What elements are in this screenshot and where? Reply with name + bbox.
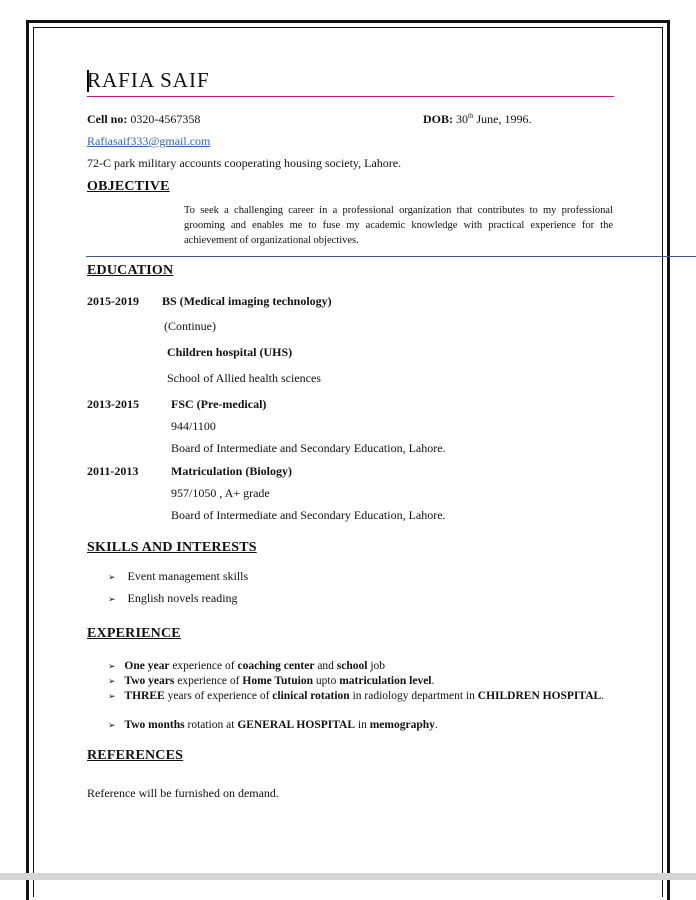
edu-2-years: 2013-2015 (87, 397, 139, 411)
skills-heading: SKILLS AND INTERESTS (87, 540, 257, 555)
bullet-arrow-icon: ➢ (108, 720, 116, 730)
bullet-arrow-icon: ➢ (108, 676, 116, 686)
edu-3-line2: 957/1050 , A+ grade (171, 486, 270, 500)
edu-2-line2: 944/1100 (171, 419, 216, 433)
dob-rest: June, 1996. (476, 112, 532, 126)
edu-3-years: 2011-2013 (87, 464, 139, 478)
dob-label: DOB: (423, 112, 453, 126)
dob-day: 30 (456, 112, 468, 126)
experience-item: ➢ One year experience of coaching center and school job (108, 660, 386, 672)
experience-item: ➢ Two years experience of Home Tutuion upto matriculation level. (108, 675, 435, 687)
edu-1-degree: BS (Medical imaging technology) (162, 294, 332, 308)
cell-line (87, 112, 200, 127)
references-text: Reference will be furnished on demand. (87, 786, 279, 800)
experience-heading: EXPERIENCE (87, 626, 181, 641)
edu-1-line2: (Continue) (164, 319, 216, 333)
edu-2-degree: FSC (Pre-medical) (171, 397, 267, 411)
bullet-arrow-icon: ➢ (108, 661, 116, 671)
edu-3-line3: Board of Intermediate and Secondary Education, Lahore. (171, 508, 446, 522)
address: 72-C park military accounts cooperating housing society, Lahore. (87, 156, 402, 170)
edu-1-line3: Children hospital (UHS) (167, 345, 293, 359)
skill-item (108, 589, 238, 607)
dob-sup: th (468, 112, 474, 120)
dob-line (423, 112, 531, 127)
cell-value: 0320-4567358 (130, 112, 201, 126)
skill-text: Event management skills (127, 569, 249, 583)
candidate-name: RAFIA SAIF (87, 68, 210, 92)
experience-item: ➢ Two months rotation at GENERAL HOSPITAL in memography. (108, 719, 438, 731)
page-bottom-edge (0, 873, 696, 880)
experience-item: ➢ THREE years of experience of clinical rotation in radiology department in CHILDREN HOSPITAL. (108, 690, 605, 702)
objective-heading: OBJECTIVE (87, 179, 170, 194)
education-heading: EDUCATION (87, 263, 174, 278)
edu-1-line4: School of Allied health sciences (167, 371, 321, 385)
bullet-arrow-icon: ➢ (108, 594, 116, 604)
skill-item (108, 567, 248, 585)
objective-divider (86, 256, 696, 257)
edu-2-line3: Board of Intermediate and Secondary Education, Lahore. (171, 441, 446, 455)
bullet-arrow-icon: ➢ (108, 691, 116, 701)
edu-1-years: 2015-2019 (87, 294, 139, 308)
email-link[interactable]: Rafiasaif333@gmail.com (87, 134, 211, 148)
cell-label: Cell no: (87, 112, 128, 126)
references-heading: REFERENCES (87, 748, 184, 763)
bullet-arrow-icon: ➢ (108, 572, 116, 582)
skill-text: English novels reading (127, 591, 238, 605)
edu-3-degree: Matriculation (Biology) (171, 464, 292, 478)
objective-text: To seek a challenging career in a professional organization that contributes to my professional grooming and enables me to fuse my academic knowledge with practical experience for the achievement of organizational objectives. (184, 205, 613, 246)
name-underline (87, 96, 614, 97)
